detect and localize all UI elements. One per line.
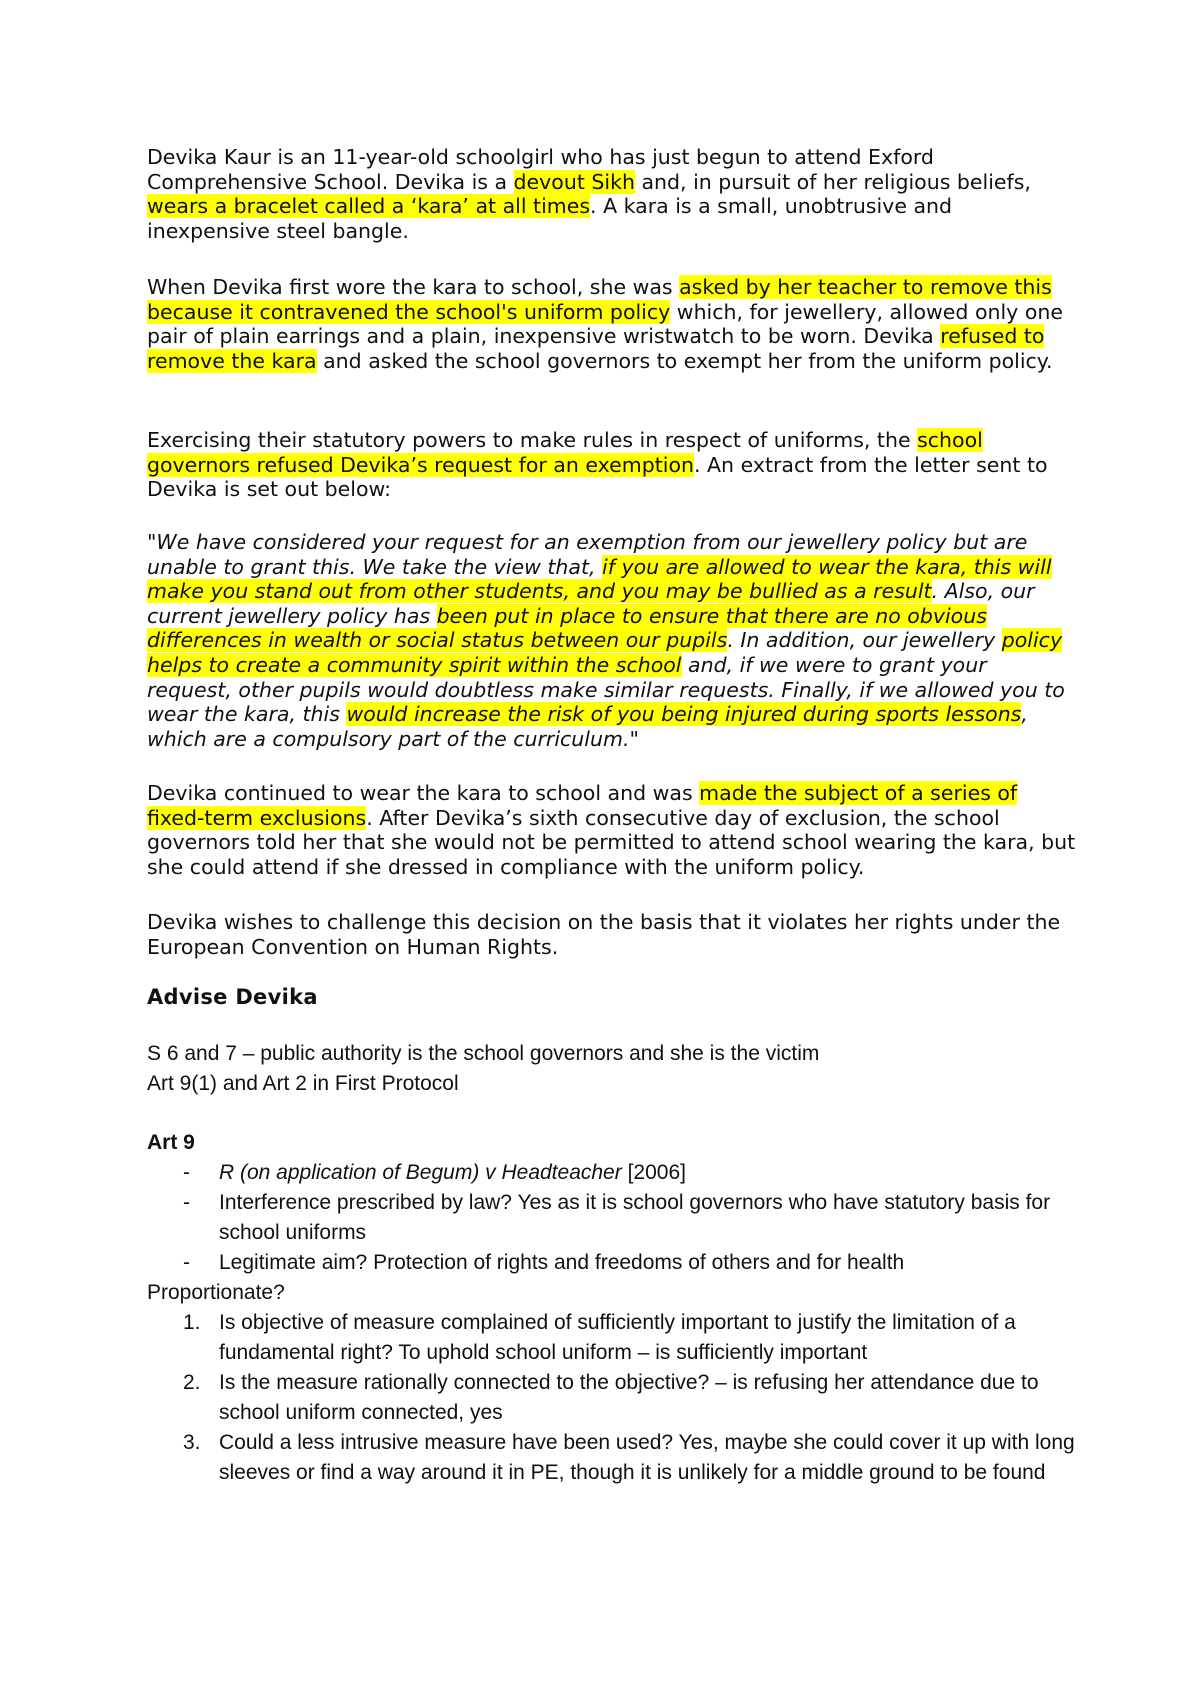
para3-highlight-1: school governors refused Devika’s request for an exemption — [147, 428, 983, 477]
paragraph-governors — [147, 428, 1077, 502]
para3-text-1: Exercising their statutory powers to make rules in respect of uniforms, the — [147, 428, 918, 452]
dash-marker: - — [183, 1191, 190, 1214]
list-item — [147, 1188, 1077, 1248]
para2-highlight-1: asked by her teacher to remove this because it contravened the school's uniform policy — [147, 275, 1052, 324]
quote-text-2: . Also, our current jewellery policy has — [147, 579, 1035, 628]
dash-marker: - — [183, 1161, 190, 1184]
para4-text-2: . After Devika’s sixth consecutive day of exclusion, the school governors told her that she would not be permitted to attend school wearing the kara, but she could attend if she dressed in compliance with the uniform policy. — [147, 805, 1076, 879]
para1-text-2: and, in pursuit of her religious beliefs, — [634, 169, 1031, 194]
list-number: 3. — [183, 1431, 201, 1454]
list-item-text: Could a less intrusive measure have been used? Yes, maybe she could cover it up with long sleeves or find a way around it in PE, though it is unlikely for a middle ground to be found — [219, 1431, 1075, 1484]
art9-dash-list — [147, 1158, 1077, 1278]
paragraph-challenge: Devika wishes to challenge this decision on the basis that it violates her rights under the European Convention on Human Rights. — [147, 910, 1061, 959]
list-item — [147, 1158, 1077, 1188]
letter-extract-quote — [147, 530, 1077, 751]
para1-highlight-2: wears a bracelet called a ‘kara’ at all times — [147, 194, 591, 219]
notes-line-articles: Art 9(1) and Art 2 in First Protocol — [147, 1072, 459, 1095]
dash-marker: - — [183, 1251, 190, 1274]
list-item — [147, 1368, 1077, 1428]
case-year: [2006] — [621, 1161, 686, 1184]
quote-text-4: and, if we were to grant your request, other pupils would doubtless make similar requests. Finally, if we allowed you to wear the kara, this — [147, 652, 1065, 727]
art9-heading: Art 9 — [147, 1131, 195, 1154]
para2-text-3: and asked the school governors to exempt her from the uniform policy. — [316, 348, 1053, 373]
para2-text-2: which, for jewellery, allowed only one pair of plain earrings and a plain, inexpensive wristwatch to be worn. Devika — [147, 299, 1063, 349]
paragraph-teacher-request — [147, 275, 1077, 373]
para2-highlight-2: refused to remove the kara — [147, 324, 1045, 373]
list-number: 2. — [183, 1371, 201, 1394]
quote-text-5: , which are a compulsory part of the curriculum." — [147, 702, 1028, 751]
list-item-text: Interference prescribed by law? Yes as it is school governors who have statutory basis for school uniforms — [219, 1191, 1051, 1244]
para1-highlight-1: devout Sikh — [513, 169, 635, 194]
para4-text-1: Devika continued to wear the kara to school and was — [147, 781, 700, 805]
quote-highlight-1: if you are allowed to wear the kara, this will make you stand out from other students, and you may be bullied as a result — [147, 554, 1052, 604]
case-name: R (on application of Begum) v Headteacher — [219, 1161, 622, 1184]
list-item — [147, 1248, 1077, 1278]
para4-highlight-1: made the subject of a series of fixed-term exclusions — [147, 781, 1018, 830]
quote-highlight-4: would increase the risk of you being injured during sports lessons — [346, 702, 1022, 727]
quote-highlight-3: policy helps to create a community spirit within the school — [147, 628, 1063, 677]
quote-highlight-2: been put in place to ensure that there are no obvious differences in wealth or social status between our pupils — [147, 603, 987, 653]
list-number: 1. — [183, 1311, 201, 1334]
proportionate-label: Proportionate? — [147, 1281, 285, 1304]
paragraph-exclusions — [147, 781, 1077, 879]
para2-text-1: When Devika first wore the kara to school, she was — [147, 275, 680, 299]
quote-text-1: "We have considered your request for an exemption from our jewellery policy but are unable to grant this. We take the view that, — [147, 530, 1028, 579]
list-item — [147, 1308, 1077, 1368]
para1-text-1: Devika Kaur is an 11-year-old schoolgirl who has just begun to attend Exford Comprehensive School. Devika is a — [147, 145, 934, 194]
advise-heading: Advise Devika — [147, 985, 318, 1009]
list-item-text: Legitimate aim? Protection of rights and freedoms of others and for health — [219, 1251, 905, 1274]
quote-text-3: . In addition, our jewellery — [727, 628, 1002, 653]
proportionality-list — [147, 1308, 1077, 1488]
para1-text-3: . A kara is a small, unobtrusive and inexpensive steel bangle. — [147, 194, 953, 243]
paragraph-intro — [147, 145, 1077, 243]
list-item — [147, 1428, 1077, 1488]
para3-text-2: . An extract from the letter sent to Devika is set out below: — [147, 452, 1048, 502]
list-item-text: Is the measure rationally connected to the objective? – is refusing her attendance due to school uniform connected, yes — [219, 1371, 1039, 1424]
list-item-text: Is objective of measure complained of sufficiently important to justify the limitation of a fundamental right? To uphold school uniform – is sufficiently important — [219, 1311, 1016, 1364]
notes-line-public-authority: S 6 and 7 – public authority is the school governors and she is the victim — [147, 1042, 820, 1065]
